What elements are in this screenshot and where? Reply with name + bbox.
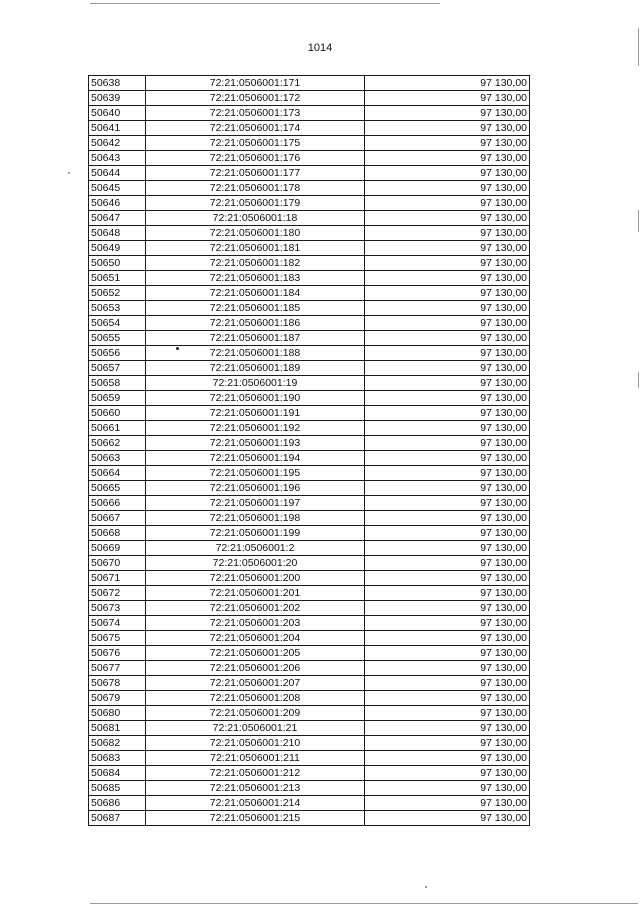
table-row: [89, 811, 530, 826]
value-cell: 97 130,00: [365, 601, 530, 616]
row-number-cell: 50666: [89, 496, 146, 511]
value-cell: 97 130,00: [365, 286, 530, 301]
cadastral-number-cell: 72:21:0506001:193: [146, 436, 365, 451]
registry-table: [88, 75, 530, 826]
value-cell: 97 130,00: [365, 511, 530, 526]
value-cell: 97 130,00: [365, 661, 530, 676]
cadastral-number-cell: 72:21:0506001:213: [146, 781, 365, 796]
table-row: [89, 226, 530, 241]
value-cell: 97 130,00: [365, 676, 530, 691]
row-number-cell: 50642: [89, 136, 146, 151]
table-row: [89, 391, 530, 406]
value-cell: 97 130,00: [365, 391, 530, 406]
value-cell: 97 130,00: [365, 181, 530, 196]
table-row: [89, 706, 530, 721]
table-row: [89, 241, 530, 256]
table-row: [89, 376, 530, 391]
value-cell: 97 130,00: [365, 91, 530, 106]
row-number-cell: 50671: [89, 571, 146, 586]
table-row: [89, 151, 530, 166]
row-number-cell: 50638: [89, 76, 146, 91]
value-cell: 97 130,00: [365, 376, 530, 391]
cadastral-number-cell: 72:21:0506001:214: [146, 796, 365, 811]
table-row: [89, 766, 530, 781]
cadastral-number-cell: 72:21:0506001:190: [146, 391, 365, 406]
table-row: [89, 271, 530, 286]
value-cell: 97 130,00: [365, 481, 530, 496]
cadastral-number-cell: 72:21:0506001:21: [146, 721, 365, 736]
value-cell: 97 130,00: [365, 421, 530, 436]
row-number-cell: 50681: [89, 721, 146, 736]
row-number-cell: 50643: [89, 151, 146, 166]
page-number: 1014: [307, 42, 333, 54]
value-cell: 97 130,00: [365, 76, 530, 91]
row-number-cell: 50664: [89, 466, 146, 481]
value-cell: 97 130,00: [365, 121, 530, 136]
value-cell: 97 130,00: [365, 346, 530, 361]
table-row: [89, 721, 530, 736]
value-cell: 97 130,00: [365, 361, 530, 376]
table-row: [89, 691, 530, 706]
value-cell: 97 130,00: [365, 691, 530, 706]
value-cell: 97 130,00: [365, 106, 530, 121]
value-cell: 97 130,00: [365, 541, 530, 556]
cadastral-number-cell: 72:21:0506001:173: [146, 106, 365, 121]
table-row: [89, 331, 530, 346]
cadastral-number-cell: 72:21:0506001:210: [146, 736, 365, 751]
value-cell: 97 130,00: [365, 496, 530, 511]
row-number-cell: 50686: [89, 796, 146, 811]
cadastral-number-cell: 72:21:0506001:186: [146, 316, 365, 331]
value-cell: 97 130,00: [365, 451, 530, 466]
value-cell: 97 130,00: [365, 256, 530, 271]
table-row: [89, 571, 530, 586]
value-cell: 97 130,00: [365, 211, 530, 226]
cadastral-number-cell: 72:21:0506001:177: [146, 166, 365, 181]
cadastral-number-cell: 72:21:0506001:215: [146, 811, 365, 826]
row-number-cell: 50665: [89, 481, 146, 496]
table-row: [89, 556, 530, 571]
cadastral-number-cell: 72:21:0506001:195: [146, 466, 365, 481]
table-row: [89, 496, 530, 511]
table-row: [89, 421, 530, 436]
table-row: [89, 436, 530, 451]
scan-edge-mark: [638, 372, 639, 388]
cadastral-number-cell: 72:21:0506001:180: [146, 226, 365, 241]
cadastral-number-cell: 72:21:0506001:201: [146, 586, 365, 601]
cadastral-number-cell: 72:21:0506001:212: [146, 766, 365, 781]
row-number-cell: 50650: [89, 256, 146, 271]
table-row: [89, 361, 530, 376]
value-cell: 97 130,00: [365, 406, 530, 421]
cadastral-number-cell: 72:21:0506001:185: [146, 301, 365, 316]
table-row: [89, 406, 530, 421]
row-number-cell: 50684: [89, 766, 146, 781]
scan-edge-bottom: [90, 903, 638, 904]
table-row: [89, 301, 530, 316]
cadastral-number-cell: 72:21:0506001:191: [146, 406, 365, 421]
row-number-cell: 50670: [89, 556, 146, 571]
cadastral-number-cell: 72:21:0506001:171: [146, 76, 365, 91]
value-cell: 97 130,00: [365, 196, 530, 211]
table-row: [89, 601, 530, 616]
cadastral-number-cell: 72:21:0506001:181: [146, 241, 365, 256]
value-cell: 97 130,00: [365, 706, 530, 721]
value-cell: 97 130,00: [365, 631, 530, 646]
scan-speck: [176, 347, 179, 350]
table-row: [89, 346, 530, 361]
cadastral-number-cell: 72:21:0506001:172: [146, 91, 365, 106]
value-cell: 97 130,00: [365, 646, 530, 661]
cadastral-number-cell: 72:21:0506001:204: [146, 631, 365, 646]
table-row: [89, 196, 530, 211]
registry-table-body: [89, 76, 530, 826]
table-row: [89, 481, 530, 496]
table-row: [89, 631, 530, 646]
cadastral-number-cell: 72:21:0506001:182: [146, 256, 365, 271]
value-cell: 97 130,00: [365, 136, 530, 151]
cadastral-number-cell: 72:21:0506001:199: [146, 526, 365, 541]
row-number-cell: 50667: [89, 511, 146, 526]
row-number-cell: 50647: [89, 211, 146, 226]
cadastral-number-cell: 72:21:0506001:174: [146, 121, 365, 136]
row-number-cell: 50661: [89, 421, 146, 436]
value-cell: 97 130,00: [365, 241, 530, 256]
value-cell: 97 130,00: [365, 271, 530, 286]
row-number-cell: 50654: [89, 316, 146, 331]
cadastral-number-cell: 72:21:0506001:179: [146, 196, 365, 211]
table-row: [89, 451, 530, 466]
row-number-cell: 50679: [89, 691, 146, 706]
row-number-cell: 50682: [89, 736, 146, 751]
row-number-cell: 50651: [89, 271, 146, 286]
value-cell: 97 130,00: [365, 301, 530, 316]
row-number-cell: 50648: [89, 226, 146, 241]
cadastral-number-cell: 72:21:0506001:184: [146, 286, 365, 301]
row-number-cell: 50672: [89, 586, 146, 601]
cadastral-number-cell: 72:21:0506001:209: [146, 706, 365, 721]
row-number-cell: 50649: [89, 241, 146, 256]
value-cell: 97 130,00: [365, 526, 530, 541]
row-number-cell: 50646: [89, 196, 146, 211]
row-number-cell: 50675: [89, 631, 146, 646]
row-number-cell: 50640: [89, 106, 146, 121]
cadastral-number-cell: 72:21:0506001:19: [146, 376, 365, 391]
row-number-cell: 50641: [89, 121, 146, 136]
table-row: [89, 751, 530, 766]
scan-edge-top: [90, 3, 440, 4]
table-row: [89, 76, 530, 91]
value-cell: 97 130,00: [365, 331, 530, 346]
row-number-cell: 50683: [89, 751, 146, 766]
value-cell: 97 130,00: [365, 556, 530, 571]
table-row: [89, 541, 530, 556]
row-number-cell: 50657: [89, 361, 146, 376]
row-number-cell: 50663: [89, 451, 146, 466]
value-cell: 97 130,00: [365, 721, 530, 736]
row-number-cell: 50674: [89, 616, 146, 631]
cadastral-number-cell: 72:21:0506001:202: [146, 601, 365, 616]
cadastral-number-cell: 72:21:0506001:192: [146, 421, 365, 436]
cadastral-number-cell: 72:21:0506001:2: [146, 541, 365, 556]
table-row: [89, 121, 530, 136]
scan-speck: [68, 172, 70, 174]
row-number-cell: 50680: [89, 706, 146, 721]
value-cell: 97 130,00: [365, 571, 530, 586]
row-number-cell: 50660: [89, 406, 146, 421]
table-row: [89, 466, 530, 481]
row-number-cell: 50659: [89, 391, 146, 406]
row-number-cell: 50658: [89, 376, 146, 391]
table-row: [89, 91, 530, 106]
table-row: [89, 586, 530, 601]
row-number-cell: 50639: [89, 91, 146, 106]
value-cell: 97 130,00: [365, 811, 530, 826]
table-row: [89, 661, 530, 676]
table-row: [89, 166, 530, 181]
value-cell: 97 130,00: [365, 436, 530, 451]
table-row: [89, 526, 530, 541]
value-cell: 97 130,00: [365, 766, 530, 781]
row-number-cell: 50678: [89, 676, 146, 691]
cadastral-number-cell: 72:21:0506001:196: [146, 481, 365, 496]
value-cell: 97 130,00: [365, 226, 530, 241]
row-number-cell: 50685: [89, 781, 146, 796]
cadastral-number-cell: 72:21:0506001:198: [146, 511, 365, 526]
table-row: [89, 286, 530, 301]
cadastral-number-cell: 72:21:0506001:178: [146, 181, 365, 196]
cadastral-number-cell: 72:21:0506001:175: [146, 136, 365, 151]
row-number-cell: 50644: [89, 166, 146, 181]
table-row: [89, 646, 530, 661]
cadastral-number-cell: 72:21:0506001:200: [146, 571, 365, 586]
row-number-cell: 50668: [89, 526, 146, 541]
cadastral-number-cell: 72:21:0506001:205: [146, 646, 365, 661]
table-row: [89, 781, 530, 796]
value-cell: 97 130,00: [365, 751, 530, 766]
cadastral-number-cell: 72:21:0506001:208: [146, 691, 365, 706]
cadastral-number-cell: 72:21:0506001:211: [146, 751, 365, 766]
table-row: [89, 511, 530, 526]
value-cell: 97 130,00: [365, 316, 530, 331]
table-row: [89, 616, 530, 631]
value-cell: 97 130,00: [365, 736, 530, 751]
table-row: [89, 676, 530, 691]
row-number-cell: 50676: [89, 646, 146, 661]
value-cell: 97 130,00: [365, 151, 530, 166]
row-number-cell: 50645: [89, 181, 146, 196]
cadastral-number-cell: 72:21:0506001:176: [146, 151, 365, 166]
table-row: [89, 136, 530, 151]
row-number-cell: 50662: [89, 436, 146, 451]
table-row: [89, 181, 530, 196]
row-number-cell: 50677: [89, 661, 146, 676]
table-row: [89, 796, 530, 811]
cadastral-number-cell: 72:21:0506001:20: [146, 556, 365, 571]
cadastral-number-cell: 72:21:0506001:207: [146, 676, 365, 691]
value-cell: 97 130,00: [365, 796, 530, 811]
row-number-cell: 50653: [89, 301, 146, 316]
value-cell: 97 130,00: [365, 616, 530, 631]
table-row: [89, 256, 530, 271]
scan-speck: [425, 886, 427, 888]
cadastral-number-cell: 72:21:0506001:197: [146, 496, 365, 511]
value-cell: 97 130,00: [365, 781, 530, 796]
table-row: [89, 316, 530, 331]
cadastral-number-cell: 72:21:0506001:188: [146, 346, 365, 361]
table-row: [89, 211, 530, 226]
value-cell: 97 130,00: [365, 586, 530, 601]
value-cell: 97 130,00: [365, 166, 530, 181]
cadastral-number-cell: 72:21:0506001:194: [146, 451, 365, 466]
table-row: [89, 736, 530, 751]
scan-edge-mark: [638, 210, 639, 232]
value-cell: 97 130,00: [365, 466, 530, 481]
row-number-cell: 50655: [89, 331, 146, 346]
cadastral-number-cell: 72:21:0506001:18: [146, 211, 365, 226]
row-number-cell: 50656: [89, 346, 146, 361]
row-number-cell: 50669: [89, 541, 146, 556]
cadastral-number-cell: 72:21:0506001:203: [146, 616, 365, 631]
row-number-cell: 50652: [89, 286, 146, 301]
row-number-cell: 50673: [89, 601, 146, 616]
table-row: [89, 106, 530, 121]
cadastral-number-cell: 72:21:0506001:206: [146, 661, 365, 676]
cadastral-number-cell: 72:21:0506001:187: [146, 331, 365, 346]
row-number-cell: 50687: [89, 811, 146, 826]
cadastral-number-cell: 72:21:0506001:183: [146, 271, 365, 286]
cadastral-number-cell: 72:21:0506001:189: [146, 361, 365, 376]
